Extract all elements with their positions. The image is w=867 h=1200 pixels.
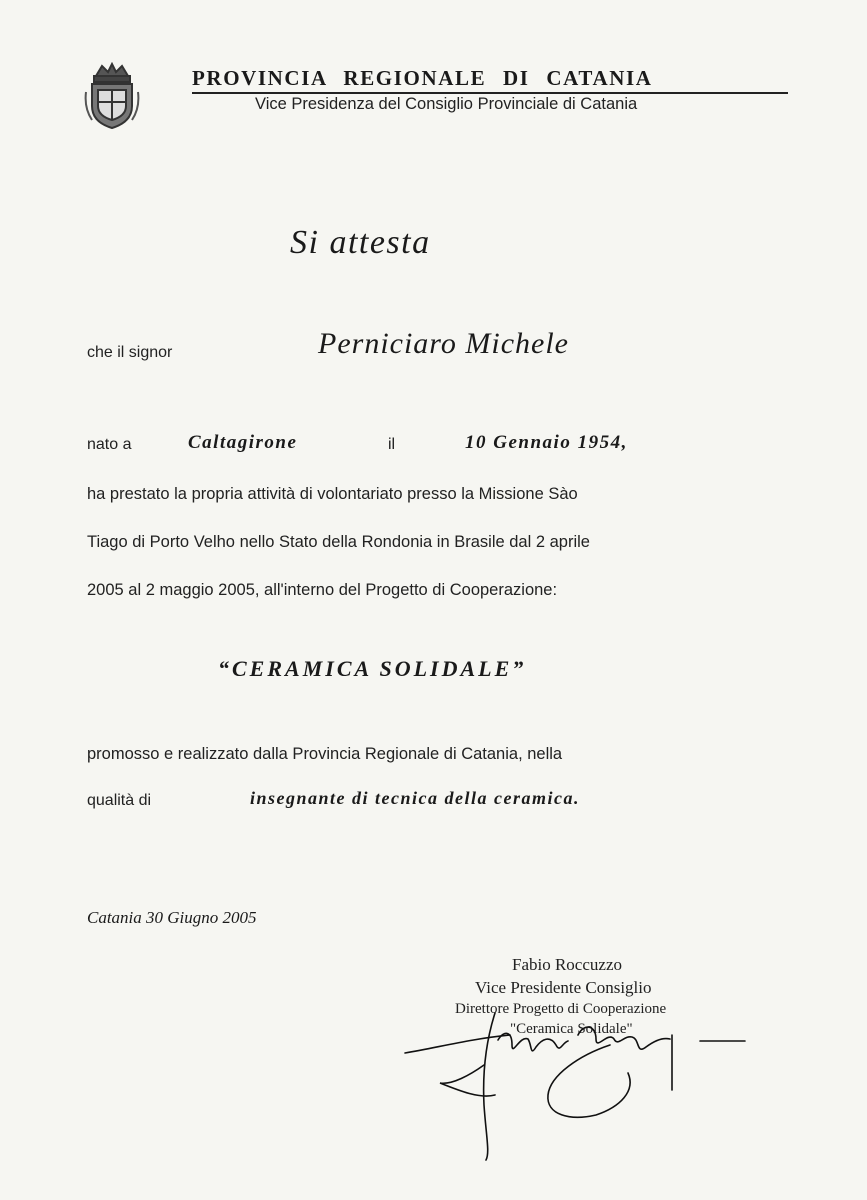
promoter-line: promosso e realizzato dalla Provincia Regionale di Catania, nella [87, 745, 563, 763]
body-line: Tiago di Porto Velho nello Stato della Rondonia in Brasile dal 2 aprile [87, 533, 590, 551]
crest-icon [84, 62, 140, 130]
birth-date: 10 Gennaio 1954, [465, 432, 628, 453]
signer-title: Vice Presidente Consiglio [475, 978, 652, 997]
body-line: 2005 al 2 maggio 2005, all'interno del Progetto di Cooperazione: [87, 581, 558, 599]
certificate-heading: Si attesta [290, 224, 431, 261]
handwritten-signature [400, 995, 750, 1165]
subject-name: Perniciaro Michele [318, 327, 569, 360]
place-date: Catania 30 Giugno 2005 [87, 908, 257, 927]
birth-label: nato a [87, 436, 132, 453]
project-name: “CERAMICA SOLIDALE” [218, 656, 527, 681]
signer-project: "Ceramica Solidale" [510, 1021, 633, 1037]
subject-label: che il signor [87, 344, 173, 361]
role-value: insegnante di tecnica della ceramica. [250, 788, 580, 808]
issuer-title: PROVINCIA REGIONALE DI CATANIA [192, 66, 788, 94]
role-label: qualità di [87, 792, 152, 809]
signer-name: Fabio Roccuzzo [512, 955, 622, 974]
body-line: ha prestato la propria attività di volontariato presso la Missione Sào [87, 485, 578, 503]
date-label: il [388, 436, 396, 453]
signer-role: Direttore Progetto di Cooperazione [455, 1001, 667, 1017]
birth-place: Caltagirone [188, 432, 298, 453]
issuer-subtitle: Vice Presidenza del Consiglio Provinciale di Catania [255, 95, 638, 113]
